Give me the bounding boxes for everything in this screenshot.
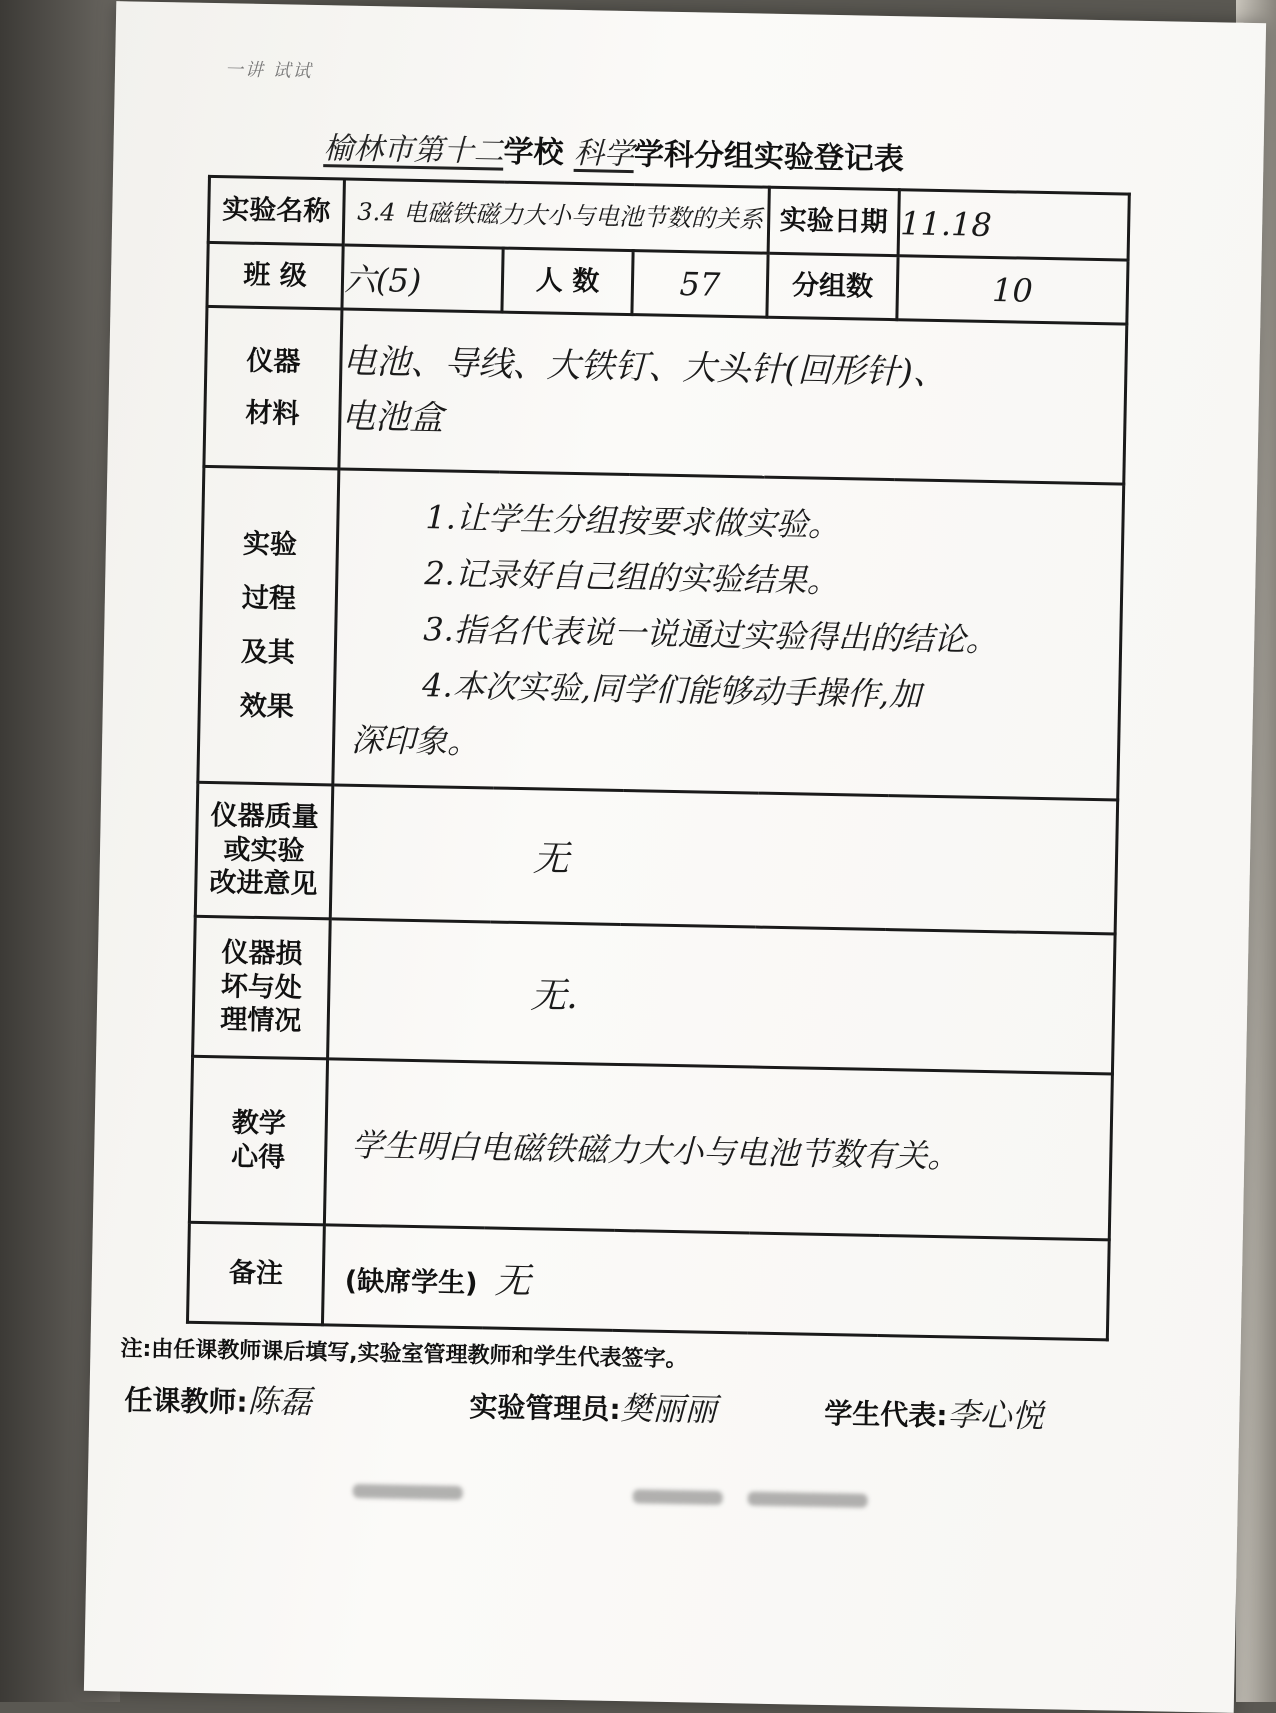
experiment-name-value: 3.4 电磁铁磁力大小与电池节数的关系 bbox=[343, 179, 769, 253]
materials-label-line-1: 仪器 bbox=[246, 345, 301, 378]
title-suffix: 学科分组实验登记表 bbox=[633, 137, 905, 178]
process-label-line-2: 过程 bbox=[241, 582, 297, 615]
row-damage bbox=[193, 916, 1116, 1074]
signature-row bbox=[124, 1374, 1185, 1454]
row-remarks bbox=[187, 1222, 1109, 1340]
damage-value: 无. bbox=[328, 919, 1116, 1074]
lab-admin-signature-block bbox=[469, 1380, 717, 1431]
paper-sheet bbox=[84, 1, 1266, 1713]
people-label: 人 数 bbox=[502, 248, 633, 314]
row-materials bbox=[204, 306, 1127, 484]
materials-line-2: 电池盒 bbox=[341, 396, 444, 438]
materials-label bbox=[204, 306, 342, 469]
quality-label-line-1: 仪器质量 bbox=[210, 799, 319, 834]
student-rep-label: 学生代表: bbox=[824, 1396, 948, 1433]
process-label-line-4: 效果 bbox=[239, 690, 295, 723]
bottom-smudge-left bbox=[353, 1484, 463, 1500]
student-rep-signature: 李心悦 bbox=[947, 1395, 1044, 1436]
lab-admin-label: 实验管理员: bbox=[469, 1390, 621, 1427]
remarks-label: 备注 bbox=[187, 1222, 324, 1325]
remarks-value: 无 bbox=[494, 1260, 532, 1303]
form-title bbox=[323, 123, 1024, 180]
remarks-cell bbox=[322, 1225, 1109, 1340]
remarks-prefix: (缺席学生) bbox=[344, 1265, 478, 1300]
damage-label-line-1: 仪器损 bbox=[221, 937, 303, 970]
reflection-label bbox=[189, 1056, 327, 1225]
materials-value bbox=[339, 309, 1127, 484]
materials-line-1: 电池、导线、大铁钉、大头针(回形针)、 bbox=[342, 341, 948, 394]
groups-label: 分组数 bbox=[767, 253, 898, 319]
teacher-label: 任课教师: bbox=[124, 1383, 248, 1419]
damage-label-line-2: 坏与处 bbox=[220, 970, 303, 1004]
process-line-5: 深印象。 bbox=[350, 720, 480, 761]
process-label bbox=[198, 466, 339, 785]
lab-admin-signature: 樊丽丽 bbox=[620, 1389, 717, 1429]
class-label: 班 级 bbox=[207, 242, 343, 309]
registration-table bbox=[186, 175, 1131, 1342]
damage-label-line-3: 理情况 bbox=[219, 1004, 302, 1038]
damage-label bbox=[193, 916, 331, 1059]
teacher-signature: 陈磊 bbox=[247, 1381, 313, 1422]
student-rep-signature-block bbox=[824, 1387, 1044, 1437]
process-line-3: 3.指名代表说一说通过实验得出的结论。 bbox=[422, 609, 999, 659]
process-line-1: 1.让学生分组按要求做实验。 bbox=[425, 497, 841, 544]
row-reflection bbox=[189, 1056, 1112, 1240]
bottom-smudge-middle bbox=[633, 1489, 723, 1505]
reflection-value: 学生明白电磁铁磁力大小与电池节数有关。 bbox=[324, 1059, 1112, 1240]
row-process bbox=[198, 466, 1124, 800]
reflection-label-line-2: 心得 bbox=[230, 1141, 286, 1174]
quality-label-line-2: 或实验 bbox=[223, 833, 305, 867]
experiment-name-label: 实验名称 bbox=[208, 176, 344, 245]
process-line-4: 4.本次实验,同学们能够动手操作,加 bbox=[421, 665, 922, 714]
footer-note: 注:由任课教师课后填写,实验室管理教师和学生代表签字。 bbox=[120, 1336, 688, 1373]
people-value: 57 bbox=[632, 251, 768, 318]
corner-scribble: 一讲 试试 bbox=[224, 59, 313, 82]
school-label: 学校 bbox=[503, 134, 564, 171]
class-value: 六(5) bbox=[342, 245, 503, 312]
quality-label-line-3: 改进意见 bbox=[209, 867, 318, 901]
bottom-smudge-right bbox=[748, 1492, 868, 1508]
subject-handwritten: 科学 bbox=[573, 135, 635, 173]
reflection-label-line-1: 教学 bbox=[231, 1107, 287, 1140]
quality-value: 无 bbox=[330, 785, 1117, 934]
row-quality bbox=[195, 782, 1117, 934]
process-line-2: 2.记录好自己组的实验结果。 bbox=[424, 553, 840, 600]
quality-label bbox=[195, 782, 333, 919]
school-name-handwritten: 榆林市第十二 bbox=[323, 131, 504, 170]
experiment-date-label: 实验日期 bbox=[768, 187, 899, 255]
teacher-signature-block bbox=[124, 1374, 312, 1424]
materials-label-line-2: 材料 bbox=[245, 397, 300, 430]
process-label-line-1: 实验 bbox=[242, 528, 298, 561]
groups-value: 10 bbox=[897, 256, 1128, 324]
process-value bbox=[333, 469, 1124, 800]
process-label-line-3: 及其 bbox=[240, 636, 296, 669]
experiment-date-value: 11.18 bbox=[898, 190, 1129, 260]
